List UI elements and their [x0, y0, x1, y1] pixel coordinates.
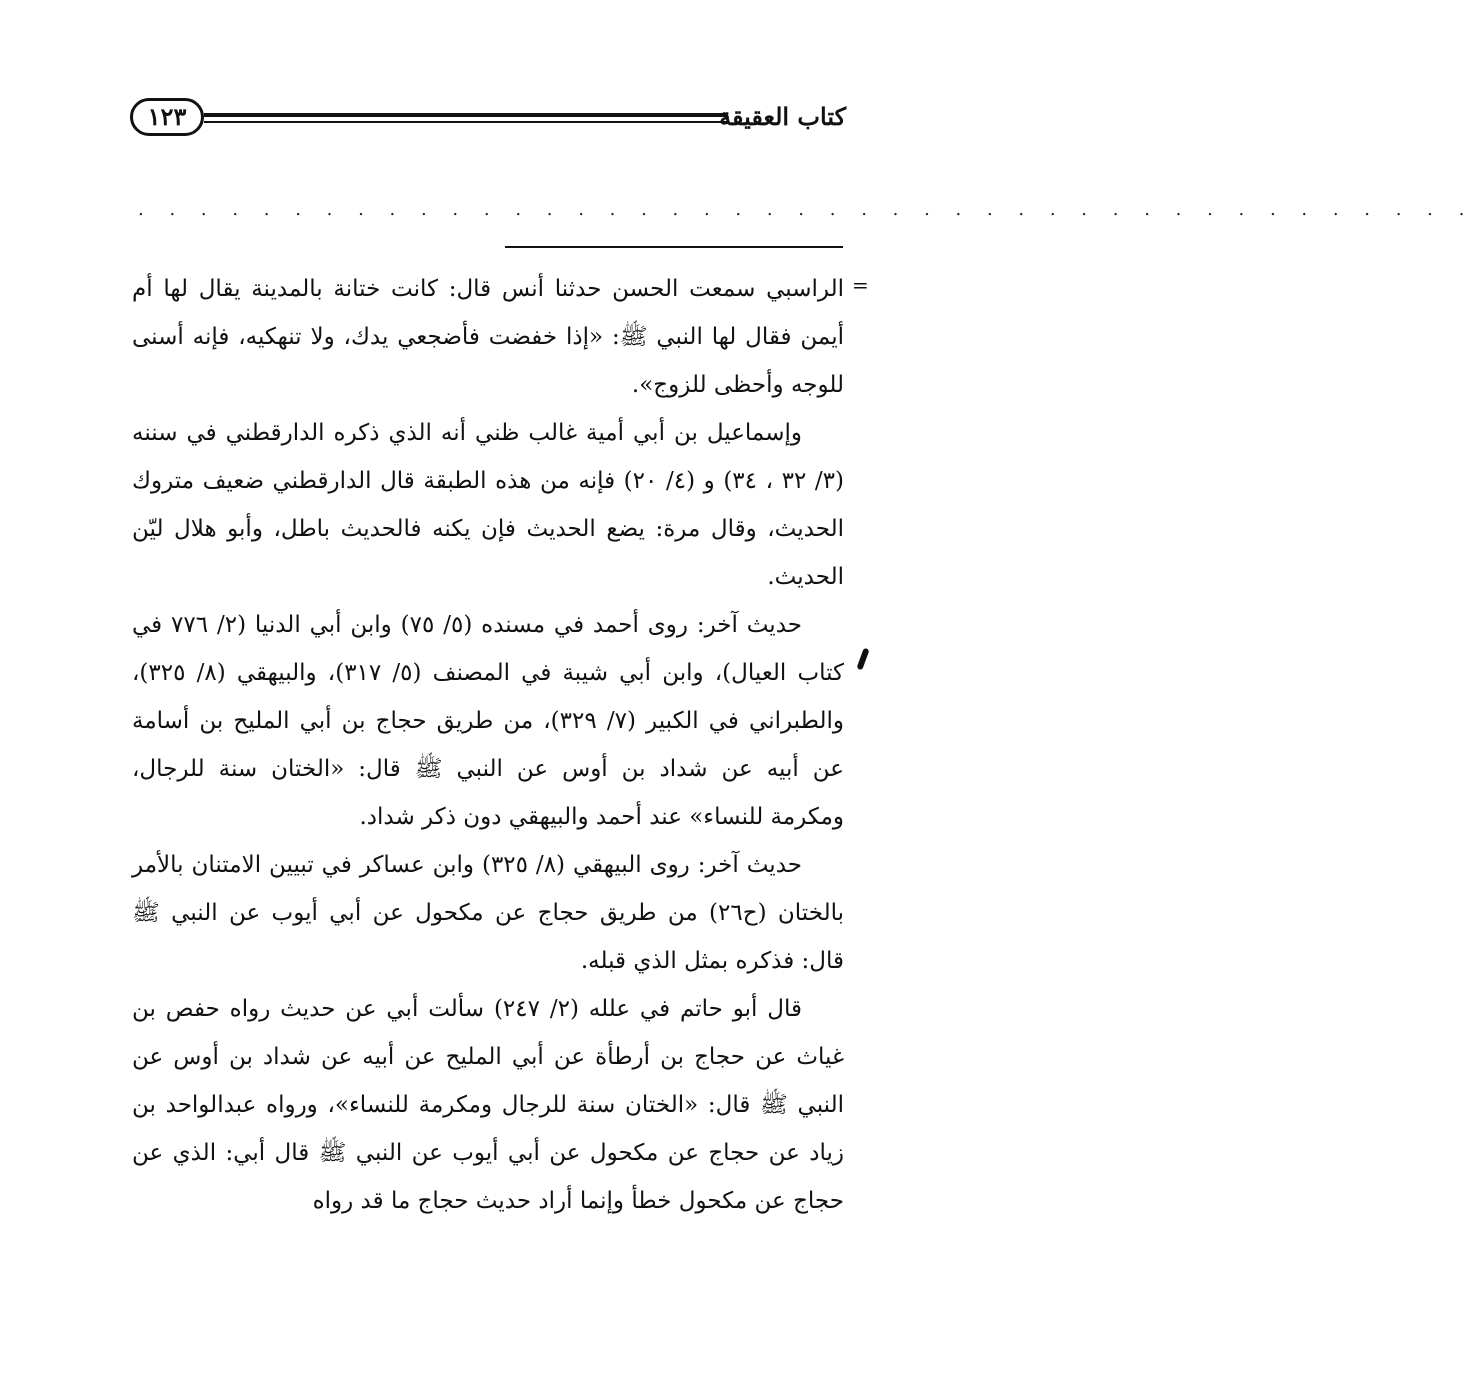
footnote-rule: [505, 246, 843, 248]
page-header: [130, 96, 846, 142]
page-number-badge: [130, 98, 204, 136]
footnote-text: [132, 265, 844, 1225]
paragraph-hadith-ahmad: حديث آخر: روى أحمد في مسنده (٥/ ٧٥) وابن أبي الدنيا (٢/ ٧٧٦ في كتاب العيال)، وابن أبي شيبة في المصنف (٥/ ٣١٧)، والبيهقي (٨/ ٣٢٥)، والطبراني في الكبير (٧/ ٣٢٩)، من طريق حجاج بن أبي المليح بن أسامة عن أبيه عن شداد بن أوس عن النبي ﷺ قال: «الختان سنة للرجال، ومكرمة للنساء» عند أحمد والبيهقي دون ذكر شداد.: [132, 612, 845, 830]
paragraph-ismail: وإسماعيل بن أبي أمية غالب ظني أنه الذي ذكره الدارقطني في سننه (٣/ ٣٢ ، ٣٤) و (٤/ ٢٠) فإنه من هذه الطبقة قال الدارقطني ضعيف متروك الحديث، وقال مرة: يضع الحديث فإن يكنه فالحديث باطل، وأبو هلال ليّن الحديث.: [132, 420, 845, 590]
page-number: ١٢٣: [147, 102, 187, 131]
header-rule-thin: [204, 121, 728, 123]
separator-dots: . . . . . . . . . . . . . . . . . . . . . . . . . . . . . . . . . . . . . . . . . . .: [138, 199, 1474, 220]
paragraph-hadith-bayhaqi: حديث آخر: روى البيهقي (٨/ ٣٢٥) وابن عساكر في تبيين الامتنان بالأمر بالختان (ح٢٦) من طريق حجاج عن مكحول عن أبي أيوب عن النبي ﷺ قال: فذكره بمثل الذي قبله.: [132, 852, 845, 974]
continuation-mark: =: [852, 273, 869, 297]
header-rule-thick: [204, 113, 728, 117]
paragraph-continuation: الراسبي سمعت الحسن حدثنا أنس قال: كانت ختانة بالمدينة يقال لها أم أيمن فقال لها النبي ﷺ: «إذا خفضت فأضجعي يدك، ولا تنهكيه، فإنه أسنى للوجه وأحظى للزوج».: [132, 276, 844, 398]
margin-mark: [856, 648, 869, 671]
book-title: كتاب العقيقة: [719, 102, 846, 131]
paragraph-abu-hatim: قال أبو حاتم في علله (٢/ ٢٤٧) سألت أبي عن حديث رواه حفص بن غياث عن حجاج بن أرطأة عن أبي المليح عن أبيه عن شداد بن أوس عن النبي ﷺ قال: «الختان سنة للرجال ومكرمة للنساء»، ورواه عبدالواحد بن زياد عن حجاج عن مكحول عن أبي أيوب عن النبي ﷺ قال أبي: الذي عن حجاج عن مكحول خطأ وإنما أراد حديث حجاج ما قد رواه: [132, 996, 844, 1214]
